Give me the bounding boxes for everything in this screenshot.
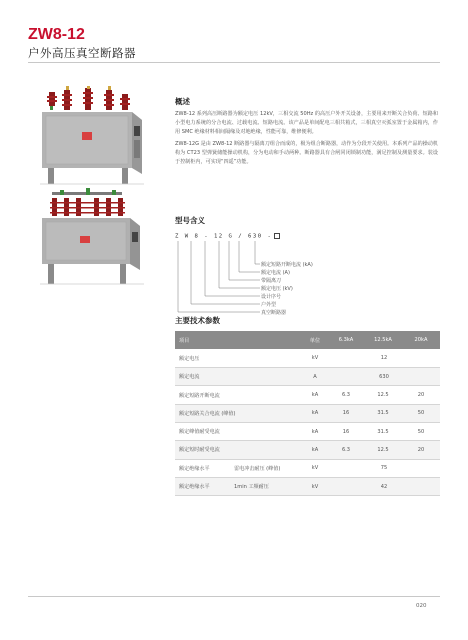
row-value-20ka: 50 (402, 422, 440, 440)
page-number: 020 (416, 603, 427, 609)
row-value-6-3ka: 6.3 (328, 386, 364, 404)
row-value-6-3ka: 16 (328, 404, 364, 422)
row-item: 额定电流 (175, 368, 302, 386)
row-subitem: 1min 工频耐压 (230, 477, 302, 495)
row-item: 额定短路关合电流 (峰值) (175, 404, 302, 422)
model-label-outdoor: 户外型 (261, 302, 277, 308)
row-value-12-5ka: 31.5 (364, 404, 402, 422)
model-label-rated-voltage: 额定电压 (kV) (261, 286, 293, 292)
table-row (175, 386, 440, 404)
model-code-placeholder-box (274, 233, 280, 239)
row-item: 额定绝缘水平 (175, 477, 230, 495)
row-item: 额定绝缘水平 (175, 459, 230, 477)
product-name-title: 户外高压真空断路器 (28, 46, 136, 60)
row-value-12-5ka: 12.5 (364, 441, 402, 459)
row-value: 12 (328, 349, 440, 367)
row-unit: kA (302, 386, 328, 404)
row-value-20ka: 50 (402, 404, 440, 422)
model-label-design-serial: 设计序号 (261, 294, 282, 300)
row-unit: A (302, 368, 328, 386)
table-row (175, 404, 440, 422)
table-row (175, 422, 440, 440)
table-row (175, 368, 440, 386)
row-unit: kV (302, 349, 328, 367)
row-subitem: 雷电冲击耐压 (峰值) (230, 459, 302, 477)
breaker-with-isolator-photo (30, 188, 152, 296)
spec-table (175, 331, 440, 496)
row-item: 额定电压 (175, 349, 302, 367)
spec-table-header (175, 331, 440, 349)
model-meaning-heading: 型号含义 (175, 216, 205, 225)
product-model-title: ZW8-12 (28, 26, 85, 43)
header-item: 项目 (175, 331, 302, 349)
row-value-12-5ka: 31.5 (364, 422, 402, 440)
header-divider (28, 62, 440, 63)
row-value: 42 (328, 477, 440, 495)
insulator-group (47, 86, 130, 110)
row-item: 额定短路开断电流 (175, 386, 302, 404)
specs-heading: 主要技术参数 (175, 316, 220, 325)
row-unit: kA (302, 422, 328, 440)
header-12-5ka: 12.5kA (364, 331, 402, 349)
isolator-group (50, 188, 125, 216)
model-code (175, 233, 280, 240)
row-value: 75 (328, 459, 440, 477)
breaker-product-photo (30, 86, 152, 194)
row-unit: kA (302, 441, 328, 459)
table-row (175, 459, 440, 477)
model-label-rated-current: 额定电流 (A) (261, 270, 290, 276)
footer-divider (28, 596, 440, 597)
header-20ka: 20kA (402, 331, 440, 349)
row-value-12-5ka: 12.5 (364, 386, 402, 404)
table-row (175, 477, 440, 495)
model-label-isolator: 带隔离刀 (261, 278, 282, 284)
header-6-3ka: 6.3kA (328, 331, 364, 349)
row-item: 额定短时耐受电流 (175, 441, 302, 459)
row-value-6-3ka: 16 (328, 422, 364, 440)
header-unit: 单位 (302, 331, 328, 349)
row-value-20ka: 20 (402, 441, 440, 459)
overview-heading: 概述 (175, 97, 190, 106)
model-label-vacuum-breaker: 真空断路器 (261, 310, 287, 316)
model-code-text: Z W 8 - 12 G / 630 - (175, 233, 273, 240)
row-item: 额定峰值耐受电流 (175, 422, 302, 440)
row-unit: kA (302, 404, 328, 422)
table-row (175, 441, 440, 459)
row-value-20ka: 20 (402, 386, 440, 404)
overview-paragraph-2: ZW8-12G 是由 ZW8-12 断路器与隔离刀组合而成的，极为组合断路器，动作为分段开关使用。本系列产品的操动机构为 CT23 型弹簧储能操动机构，分为电动和手动两种。断路器具有合闸同闭锁制功能，满足控制及测量要求。装设于控制柜内，可实现“四遥”功能。 (175, 141, 438, 165)
model-label-breaking-current: 额定短路开断电流 (kA) (261, 262, 313, 268)
table-row (175, 349, 440, 367)
row-unit: kV (302, 477, 328, 495)
row-unit: kV (302, 459, 328, 477)
row-value-6-3ka: 6.3 (328, 441, 364, 459)
overview-paragraph-1: ZW8-12 系列高压断路器为额定电压 12kV，三相交流 50Hz 的高压户外开关设备，主要用来开断关合负荷、短路和小型电力系统的分合电流、过载电流、短路电流。该产品是单间配电三相共箱式，三相真空灭弧室置于金属箱内，作用 SMC 绝缘材料相间隔缘及对地绝缘，性能可靠，维修便利。 (175, 111, 438, 135)
row-value: 630 (328, 368, 440, 386)
